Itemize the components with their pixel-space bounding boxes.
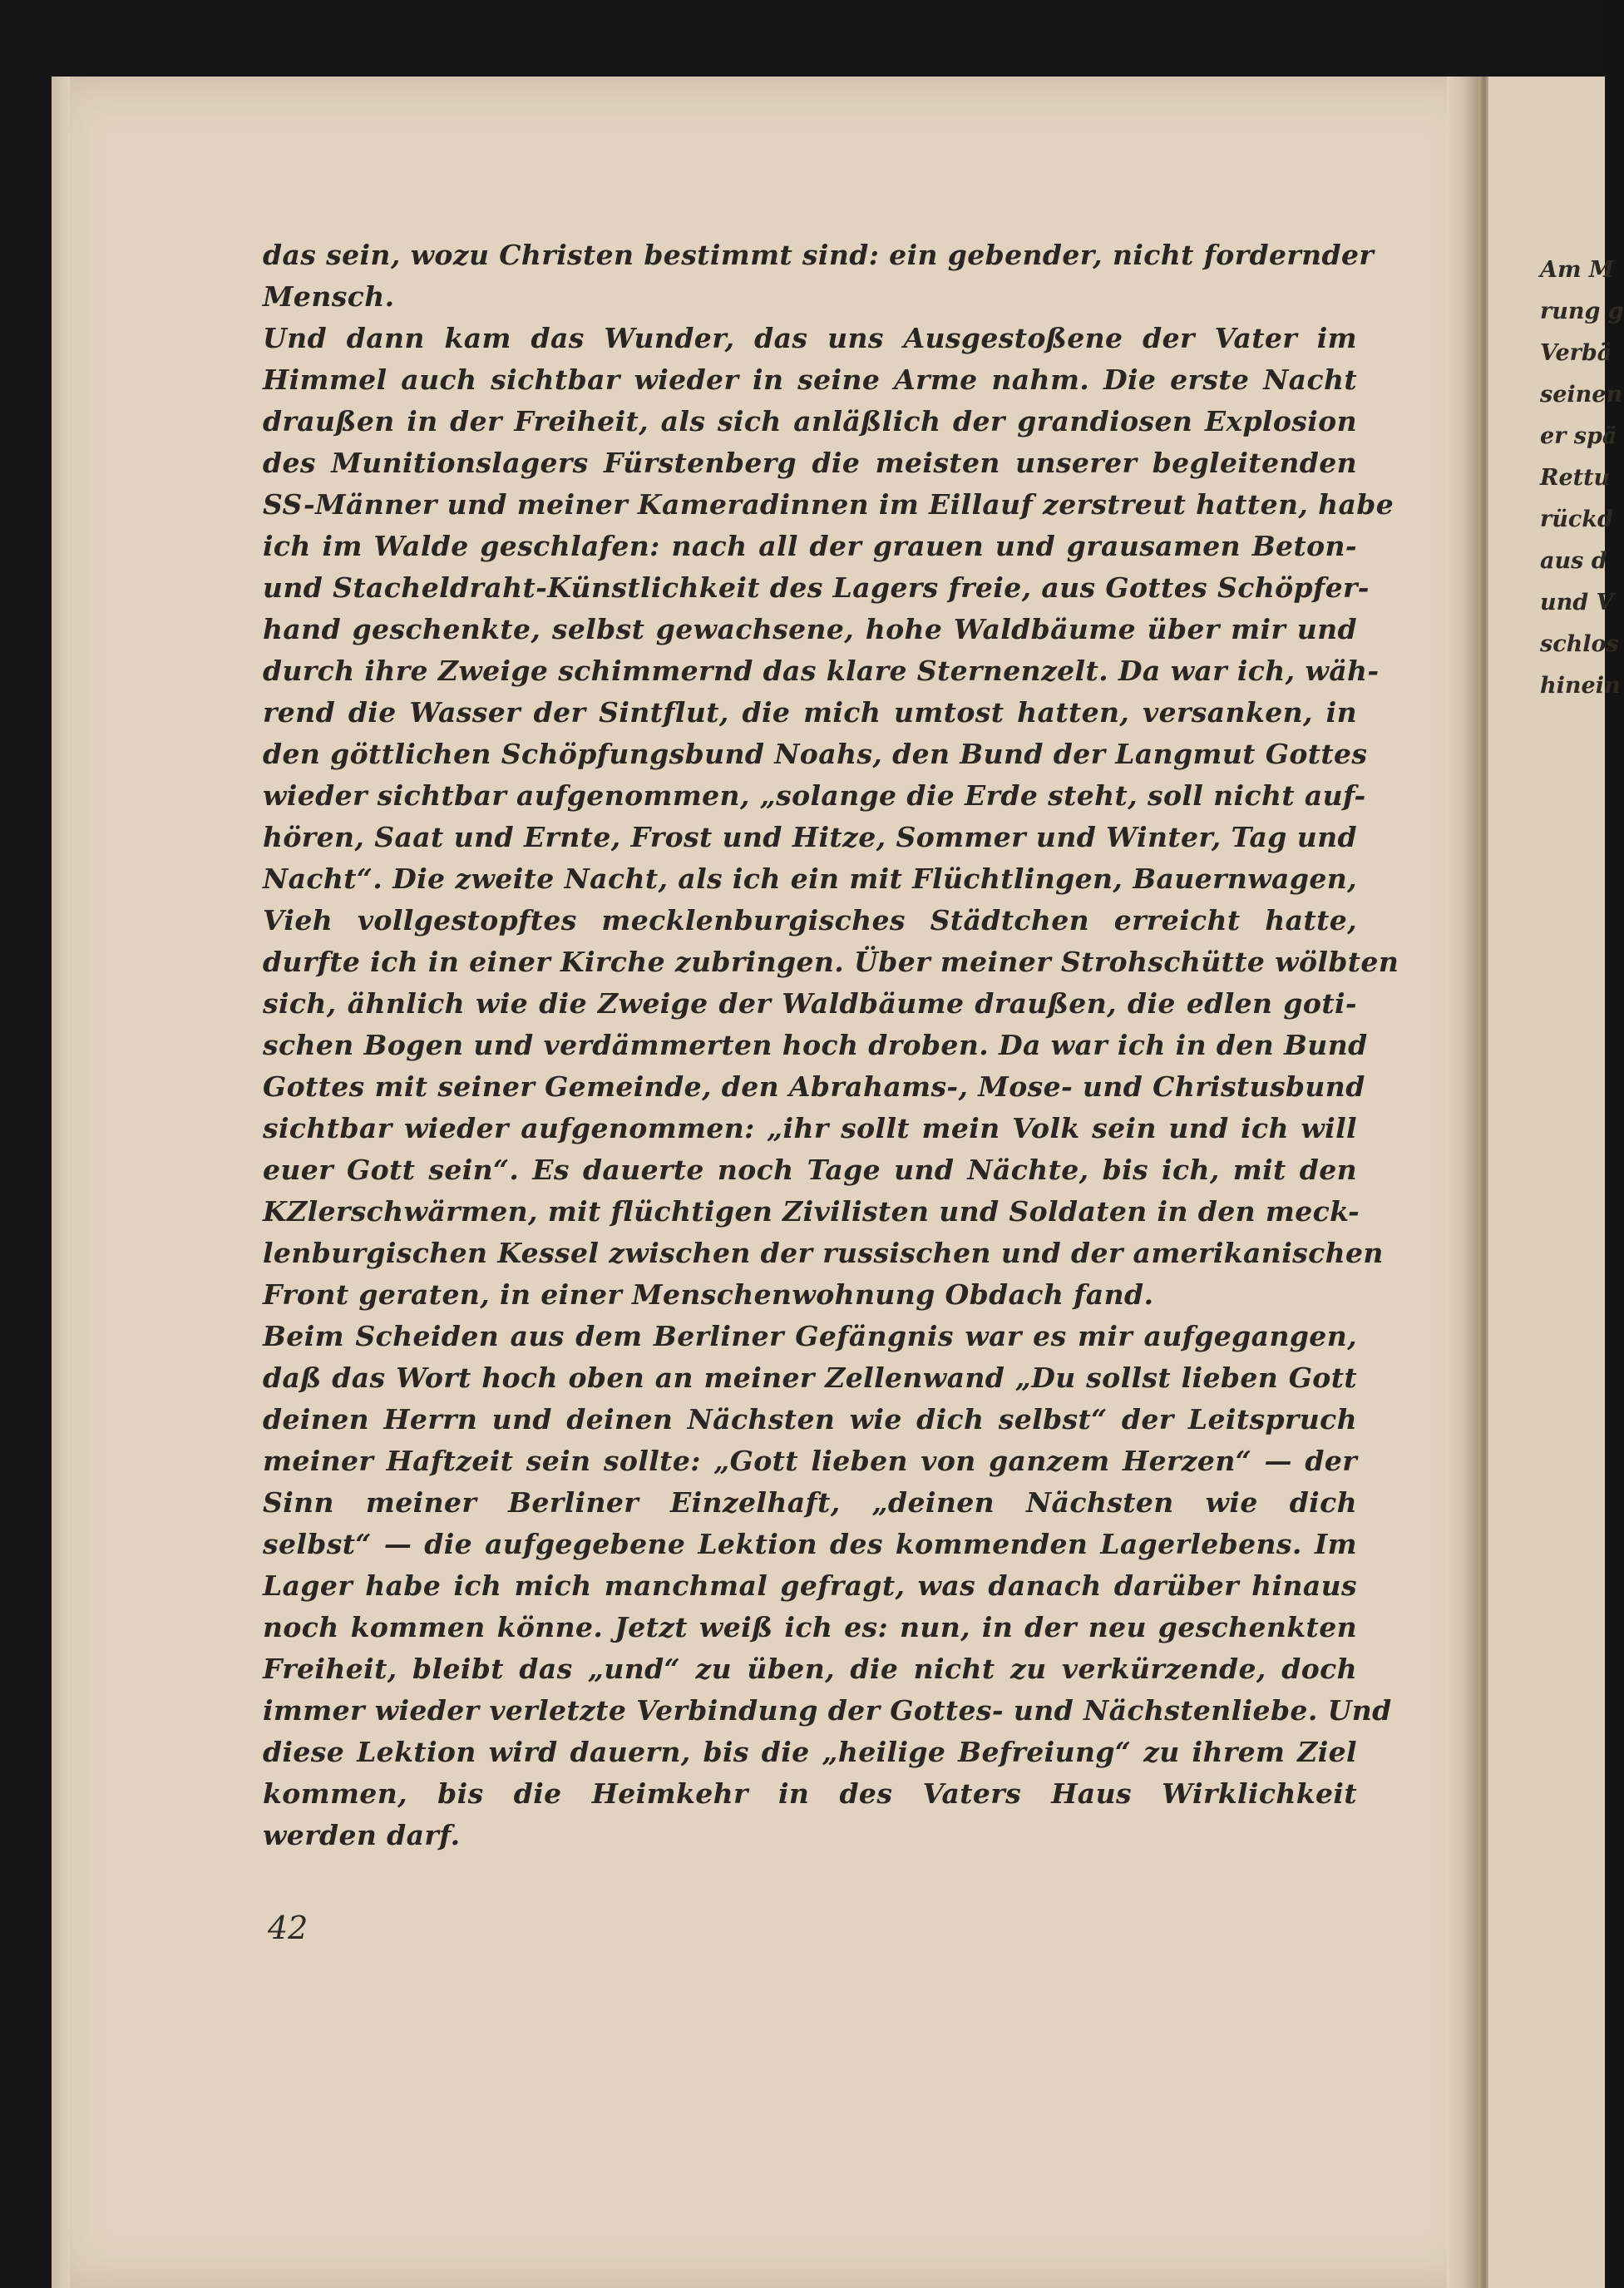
text-line: immer wieder verletzte Verbindung der Gottes- und Nächstenliebe. Und — [263, 1694, 1392, 1727]
text-line: werden darf. — [263, 1819, 461, 1851]
text-line: Sinn meiner Berliner Einzelhaft, „deinen Nächsten wie dich — [263, 1486, 1357, 1519]
text-line: hören, Saat und Ernte, Frost und Hitze, Sommer und Winter, Tag und — [263, 821, 1357, 853]
text-line: wieder sichtbar aufgenommen, „solange die Erde steht, soll nicht auf- — [263, 779, 1366, 812]
text-line: ich im Walde geschlafen: nach all der grauen und grausamen Beton- — [263, 530, 1357, 562]
facing-text-fragment: hinein — [1540, 673, 1621, 699]
text-line: des Munitionslagers Fürstenberg die meisten unserer begleitenden — [263, 447, 1357, 479]
text-line: SS-Männer und meiner Kameradinnen im Eillauf zerstreut hatten, habe — [263, 488, 1394, 521]
text-line: Gottes mit seiner Gemeinde, den Abrahams-, Mose- und Christusbund — [263, 1070, 1365, 1103]
text-line: KZlerschwärmen, mit flüchtigen Zivilisten und Soldaten in den meck- — [263, 1195, 1360, 1228]
facing-text-fragment: Rettu — [1540, 465, 1611, 491]
text-line: Und dann kam das Wunder, das uns Ausgestoßene der Vater im — [263, 322, 1357, 354]
page-number: 42 — [268, 1910, 309, 1946]
facing-text-fragment: rückd — [1540, 507, 1613, 532]
facing-page-text — [1540, 250, 1624, 707]
text-line: lenburgischen Kessel zwischen der russischen und der amerikanischen — [263, 1237, 1384, 1269]
text-line: Freiheit, bleibt das „und“ zu üben, die nicht zu verkürzende, doch — [263, 1653, 1357, 1685]
text-line: noch kommen könne. Jetzt weiß ich es: nun, in der neu geschenkten — [263, 1611, 1357, 1643]
text-line: das sein, wozu Christen bestimmt sind: ein gebender, nicht fordernder — [263, 239, 1375, 271]
left-page-edge — [52, 77, 70, 2288]
facing-text-fragment: Verbä — [1540, 340, 1612, 366]
text-line: euer Gott sein“. Es dauerte noch Tage und Nächte, bis ich, mit den — [263, 1154, 1357, 1186]
text-line: Mensch. — [263, 280, 395, 313]
text-line: sich, ähnlich wie die Zweige der Waldbäume draußen, die edlen goti- — [263, 987, 1357, 1020]
facing-text-fragment: und V — [1540, 590, 1614, 615]
facing-text-fragment: rung g — [1540, 299, 1624, 324]
text-line: meiner Haftzeit sein sollte: „Gott lieben von ganzem Herzen“ — der — [263, 1445, 1357, 1477]
text-line: selbst“ — die aufgegebene Lektion des kommenden Lagerlebens. Im — [263, 1528, 1357, 1560]
facing-text-fragment: er spä — [1540, 423, 1617, 449]
text-line: durfte ich in einer Kirche zubringen. Über meiner Strohschütte wölbten — [263, 946, 1399, 978]
text-line: draußen in der Freiheit, als sich anläßlich der grandiosen Explosion — [263, 405, 1357, 437]
text-line: rend die Wasser der Sintflut, die mich umtost hatten, versanken, in — [263, 696, 1357, 729]
text-line: und Stacheldraht-Künstlichkeit des Lagers freie, aus Gottes Schöpfer- — [263, 571, 1370, 604]
text-line: Vieh vollgestopftes mecklenburgisches Städtchen erreicht hatte, — [263, 904, 1357, 936]
text-line: kommen, bis die Heimkehr in des Vaters Haus Wirklichkeit — [263, 1777, 1357, 1810]
text-line: deinen Herrn und deinen Nächsten wie dich selbst“ der Leitspruch — [263, 1403, 1357, 1436]
text-line: Nacht“. Die zweite Nacht, als ich ein mit Flüchtlingen, Bauernwagen, — [263, 862, 1357, 895]
text-line: Front geraten, in einer Menschenwohnung Obdach fand. — [263, 1278, 1154, 1311]
body-text — [263, 235, 1399, 1856]
facing-text-fragment: seinen — [1540, 382, 1623, 408]
facing-text-fragment: schlos — [1540, 631, 1619, 657]
text-line: Beim Scheiden aus dem Berliner Gefängnis war es mir aufgegangen, — [263, 1320, 1357, 1352]
text-line: Himmel auch sichtbar wieder in seine Arme nahm. Die erste Nacht — [263, 363, 1357, 396]
text-line: durch ihre Zweige schimmernd das klare Sternenzelt. Da war ich, wäh- — [263, 655, 1380, 687]
text-line: schen Bogen und verdämmerten hoch droben. Da war ich in den Bund — [263, 1029, 1368, 1061]
text-line: diese Lektion wird dauern, bis die „heilige Befreiung“ zu ihrem Ziel — [263, 1736, 1357, 1768]
text-line: hand geschenkte, selbst gewachsene, hohe Waldbäume über mir und — [263, 613, 1357, 645]
facing-text-fragment: aus d — [1540, 548, 1607, 574]
facing-text-fragment: Am M — [1540, 257, 1614, 283]
text-line: Lager habe ich mich manchmal gefragt, was danach darüber hinaus — [263, 1569, 1357, 1602]
text-line: daß das Wort hoch oben an meiner Zellenwand „Du sollst lieben Gott — [263, 1361, 1357, 1394]
text-line: den göttlichen Schöpfungsbund Noahs, den Bund der Langmut Gottes — [263, 738, 1368, 770]
text-line: sichtbar wieder aufgenommen: „ihr sollt mein Volk sein und ich will — [263, 1112, 1357, 1144]
